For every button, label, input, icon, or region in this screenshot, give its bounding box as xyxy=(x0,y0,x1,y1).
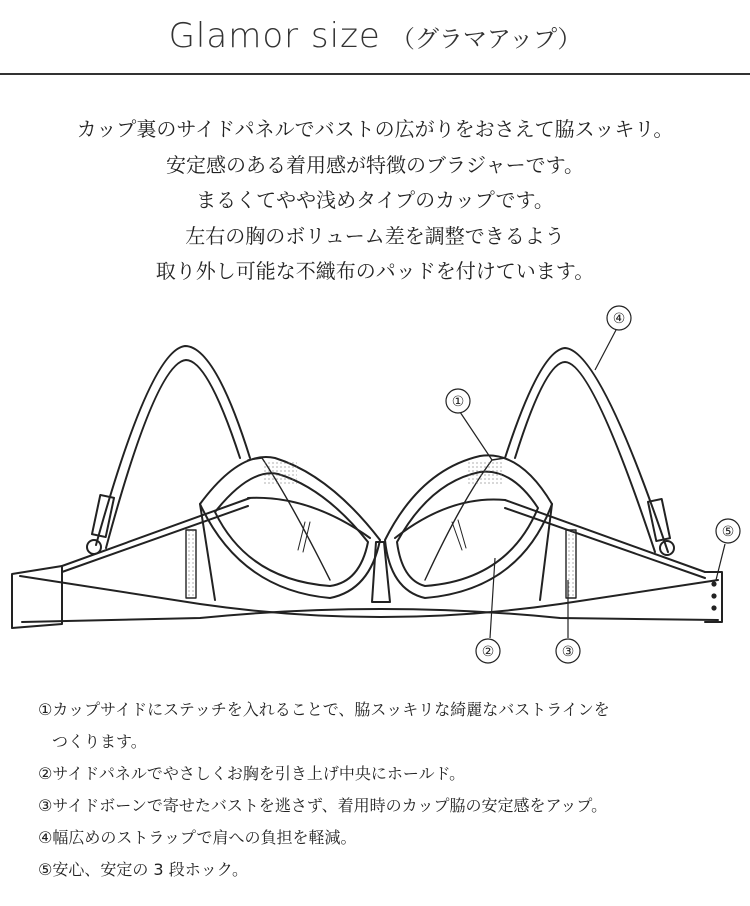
title-divider xyxy=(0,73,750,75)
left-cup-seam xyxy=(248,498,370,538)
note-4: ④幅広めのストラップで肩への負担を軽減。 xyxy=(38,828,357,847)
page-title xyxy=(0,16,750,56)
note-1-cont: つくります。 xyxy=(52,732,147,751)
hook-dot xyxy=(712,594,715,597)
left-wing xyxy=(62,498,250,566)
feature-notes xyxy=(38,694,738,886)
callout-number-5: ⑤ xyxy=(721,524,735,540)
callout-leader-5 xyxy=(716,544,725,580)
note-1: ①カップサイドにステッチを入れることで、脇スッキリな綺麗なバストラインを xyxy=(38,700,610,719)
underband-bottom xyxy=(22,609,718,622)
underband xyxy=(20,576,718,617)
note-5: ⑤安心、安定の 3 段ホック。 xyxy=(38,860,249,879)
intro-line: 取り外し可能な不織布のパッドを付けています。 xyxy=(155,259,595,283)
callout-number-1: ① xyxy=(451,394,465,410)
left-strap xyxy=(96,346,250,545)
right-cup-stitch xyxy=(452,522,462,550)
intro-line: まるくてやや浅めタイプのカップです。 xyxy=(196,188,554,212)
callout-number-2: ② xyxy=(481,644,495,660)
left-side-bone-mesh xyxy=(187,531,195,597)
callout-number-4: ④ xyxy=(612,311,626,327)
left-side-panel-mesh xyxy=(262,460,297,485)
callout-leader-4 xyxy=(595,330,616,370)
callout-number-3: ③ xyxy=(561,644,575,660)
intro-line: 安定感のある着用感が特徴のブラジャーです。 xyxy=(166,152,584,177)
intro-line: カップ裏のサイドパネルでバストの広がりをおさえて脇スッキリ。 xyxy=(76,117,674,141)
callout-leader-2 xyxy=(490,558,495,638)
callout-leader-1 xyxy=(460,412,492,460)
left-cup-inner xyxy=(215,473,368,586)
note-2: ②サイドパネルでやさしくお胸を引き上げ中央にホールド。 xyxy=(38,764,466,783)
header xyxy=(0,0,750,72)
title-subtitle: （グラマアップ） xyxy=(390,25,582,53)
bra-diagram xyxy=(0,290,750,675)
right-cup-inner xyxy=(397,472,538,586)
right-strap xyxy=(505,348,668,552)
left-strap-ring xyxy=(87,540,101,554)
title-text: Glamor size xyxy=(168,16,381,56)
right-side-panel-mesh xyxy=(468,460,502,485)
right-wing xyxy=(505,500,705,572)
right-wing-inner xyxy=(505,508,705,578)
intro-line: 左右の胸のボリューム差を調整できるよう xyxy=(185,223,565,248)
hook-dot xyxy=(712,582,715,585)
note-3: ③サイドボーンで寄せたバストを逃さず、着用時のカップ脇の安定感をアップ。 xyxy=(38,796,608,815)
intro-text xyxy=(0,112,750,290)
right-cup-stitch xyxy=(458,520,466,548)
hook-dot xyxy=(712,606,715,609)
